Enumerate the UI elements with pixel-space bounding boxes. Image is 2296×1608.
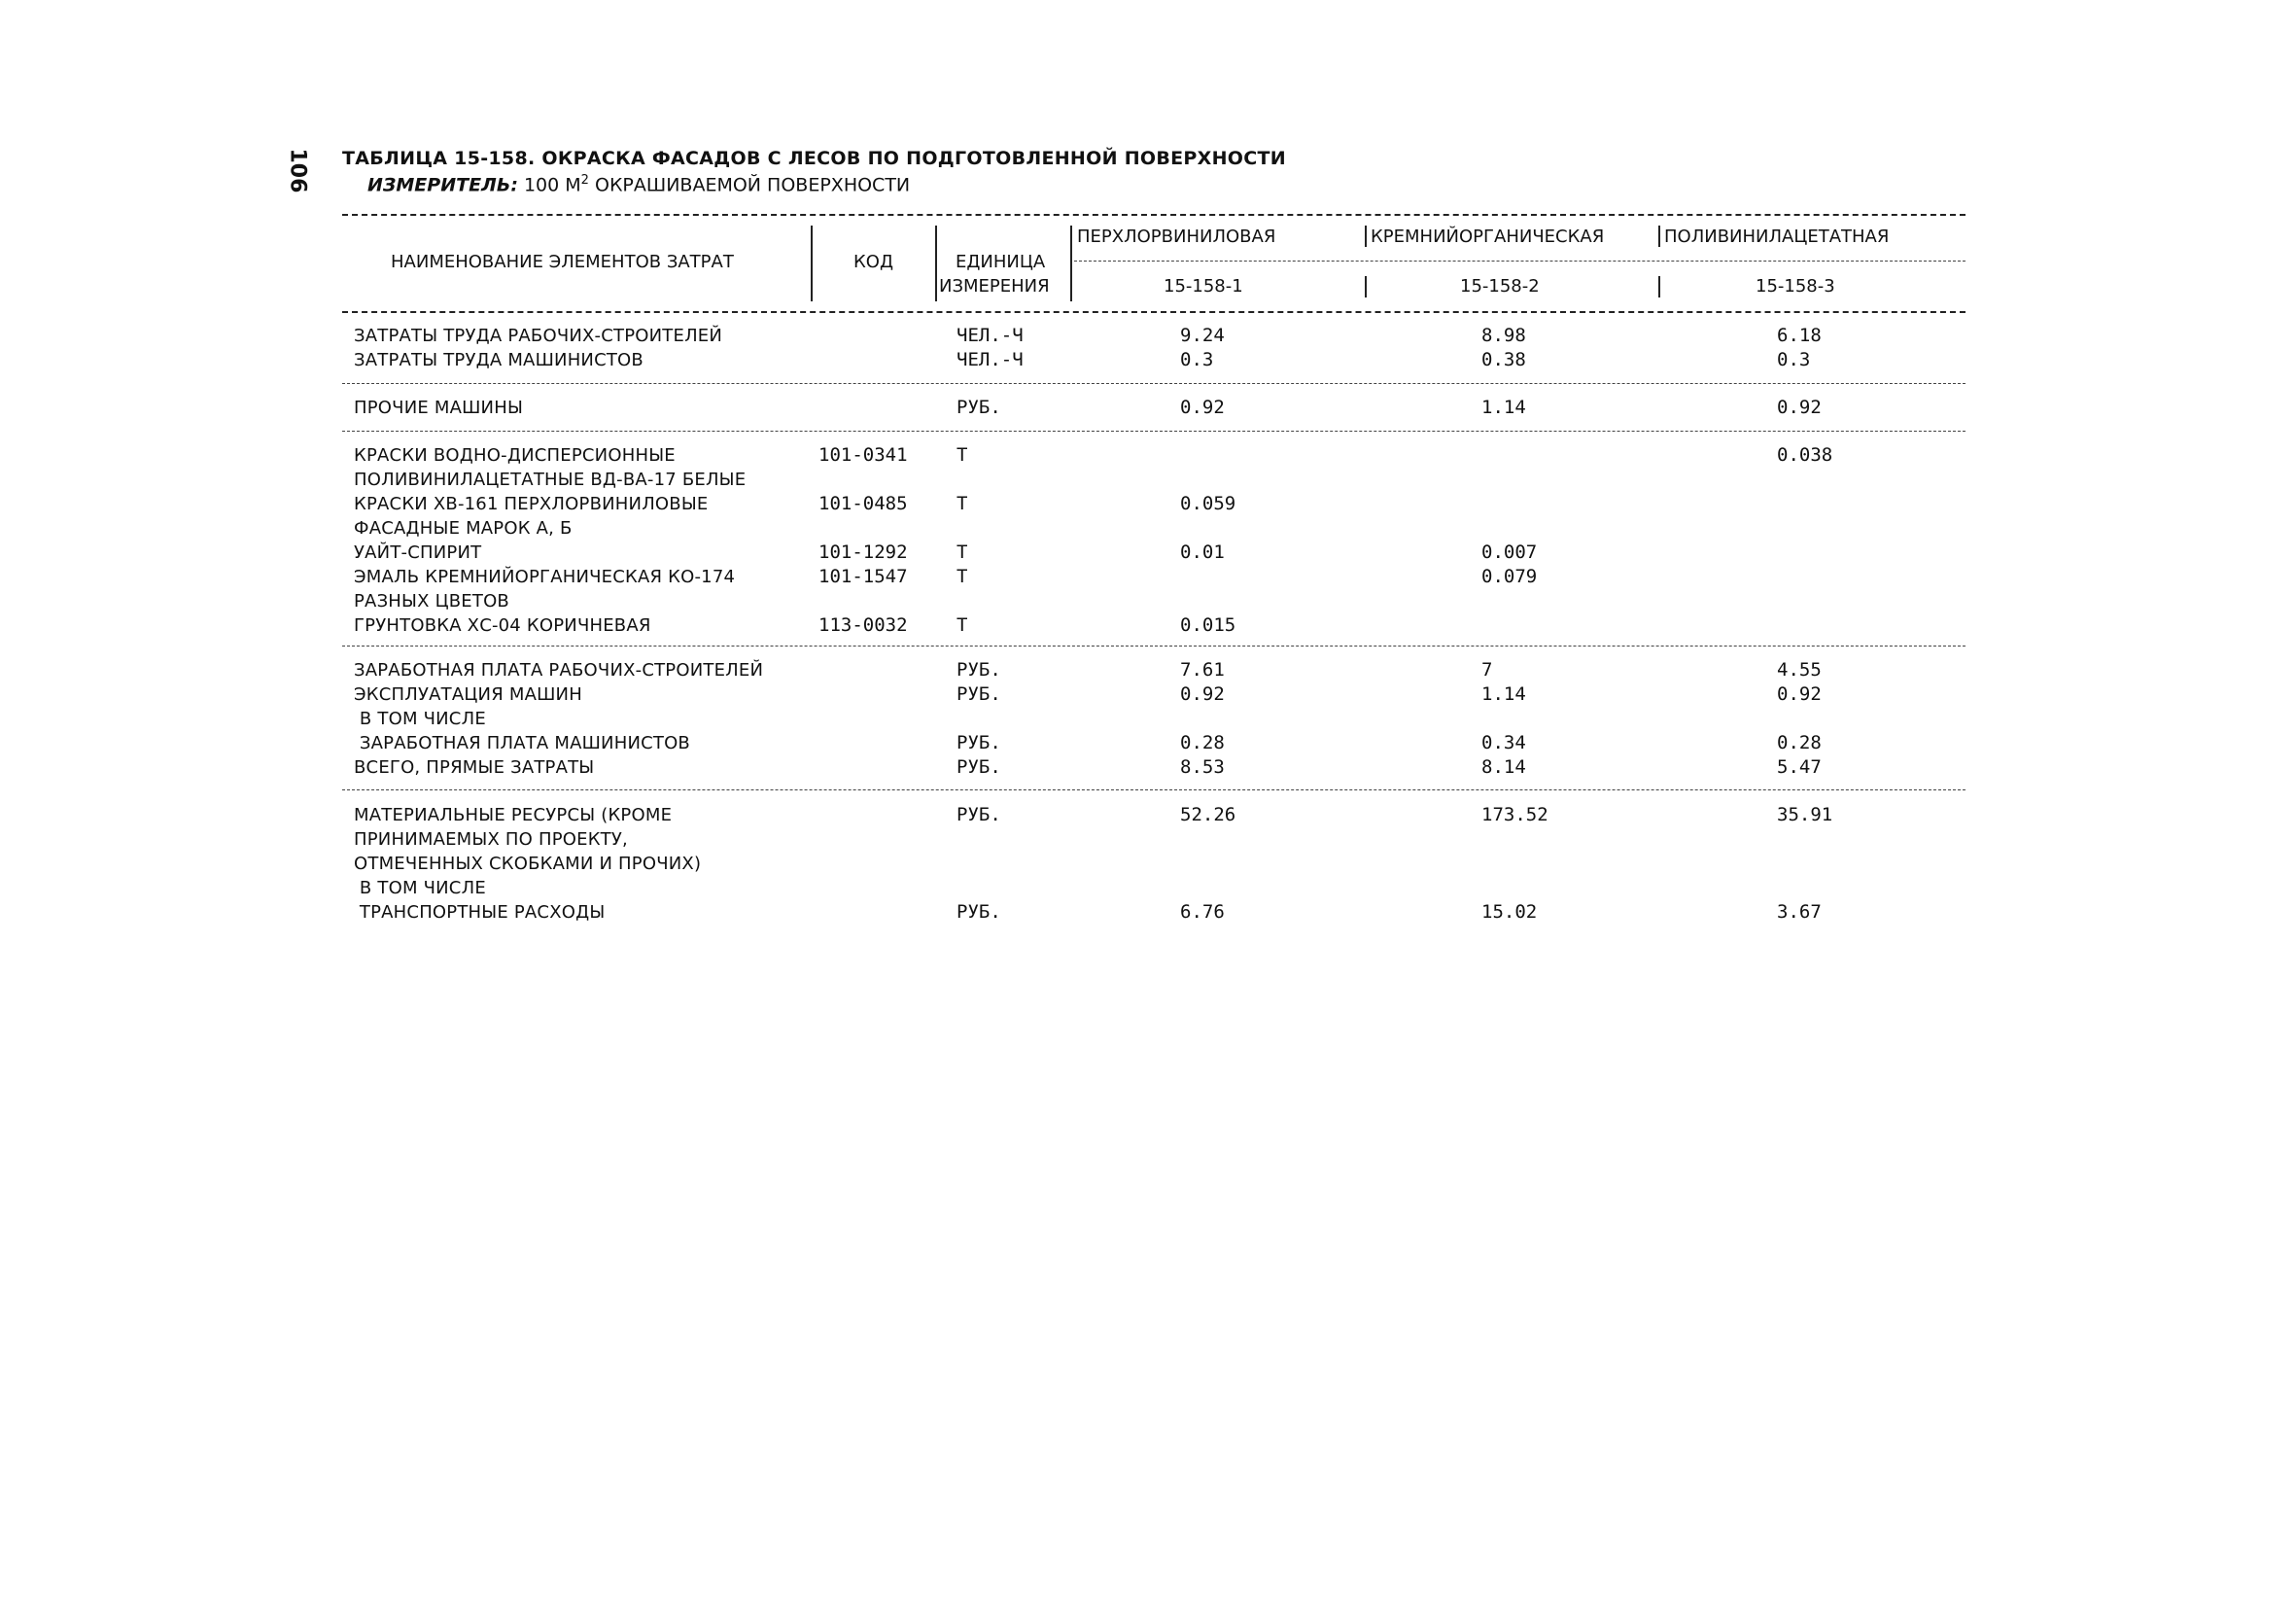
row-value-perchlorvinyl: 0.3 <box>1180 349 1214 370</box>
row-value-polyvinylacetate: 0.3 <box>1777 349 1811 370</box>
row-name: ФАСАДНЫЕ МАРОК А, Б <box>354 518 573 539</box>
row-value-polyvinylacetate: 4.55 <box>1777 659 1822 681</box>
row-unit: Т <box>957 493 968 514</box>
row-value-polyvinylacetate: 0.92 <box>1777 683 1822 705</box>
row-value-perchlorvinyl: 0.92 <box>1180 397 1225 418</box>
row-value-perchlorvinyl: 9.24 <box>1180 325 1225 346</box>
row-name: ГРУНТОВКА ХС-04 КОРИЧНЕВАЯ <box>354 615 651 636</box>
row-value-perchlorvinyl: 8.53 <box>1180 756 1225 778</box>
row-value-organosilicon: 0.34 <box>1481 732 1526 753</box>
header-unit-line2: ИЗМЕРЕНИЯ <box>939 276 1050 297</box>
header-bar <box>1658 226 1660 247</box>
row-unit: РУБ. <box>957 732 1001 753</box>
header-bar <box>935 226 937 301</box>
header-code-col: КОД <box>853 252 894 272</box>
row-value-organosilicon: 1.14 <box>1481 397 1526 418</box>
row-value-organosilicon: 7 <box>1481 659 1493 681</box>
row-unit: ЧЕЛ.-Ч <box>957 349 1024 370</box>
row-name: ПРОЧИЕ МАШИНЫ <box>354 398 524 418</box>
row-value-perchlorvinyl: 6.76 <box>1180 901 1225 923</box>
row-value-polyvinylacetate: 35.91 <box>1777 804 1833 825</box>
header-group-1: ПЕРХЛОРВИНИЛОВАЯ <box>1077 227 1276 247</box>
row-name: УАЙТ-СПИРИТ <box>354 542 482 563</box>
row-value-perchlorvinyl: 0.28 <box>1180 732 1225 753</box>
row-value-organosilicon: 8.14 <box>1481 756 1526 778</box>
row-code: 101-0341 <box>818 444 908 466</box>
header-bar <box>1658 276 1660 297</box>
row-name: ЭМАЛЬ КРЕМНИЙОРГАНИЧЕСКАЯ КО-174 <box>354 567 736 587</box>
rule-header-bottom <box>342 311 1966 313</box>
header-group-3: ПОЛИВИНИЛАЦЕТАТНАЯ <box>1664 227 1890 247</box>
row-code: 101-0485 <box>818 493 908 514</box>
row-name: В ТОМ ЧИСЛЕ <box>354 709 486 729</box>
row-value-organosilicon: 0.007 <box>1481 542 1538 563</box>
row-name: РАЗНЫХ ЦВЕТОВ <box>354 591 509 612</box>
row-name: ЗАРАБОТНАЯ ПЛАТА РАБОЧИХ-СТРОИТЕЛЕЙ <box>354 660 764 681</box>
header-code-3: 15-158-3 <box>1756 276 1835 297</box>
row-unit: Т <box>957 566 968 587</box>
header-bar <box>811 226 813 301</box>
row-name: МАТЕРИАЛЬНЫЕ РЕСУРСЫ (КРОМЕ <box>354 805 673 825</box>
page-number: 106 <box>285 148 310 193</box>
row-name: КРАСКИ ВОДНО-ДИСПЕРСИОННЫЕ <box>354 445 676 466</box>
row-unit: РУБ. <box>957 659 1001 681</box>
measure-sup: 2 <box>580 173 589 188</box>
row-name: В ТОМ ЧИСЛЕ <box>354 878 486 898</box>
rule-group-split <box>1074 261 1966 262</box>
rule-section-2 <box>342 431 1966 432</box>
row-name: ЭКСПЛУАТАЦИЯ МАШИН <box>354 684 582 705</box>
rule-section-3 <box>342 646 1966 647</box>
measure-value-post: ОКРАШИВАЕМОЙ ПОВЕРХНОСТИ <box>588 174 911 196</box>
row-unit: ЧЕЛ.-Ч <box>957 325 1024 346</box>
row-unit: РУБ. <box>957 397 1001 418</box>
row-name: ОТМЕЧЕННЫХ СКОБКАМИ И ПРОЧИХ) <box>354 854 702 874</box>
row-value-perchlorvinyl: 7.61 <box>1180 659 1225 681</box>
row-unit: РУБ. <box>957 756 1001 778</box>
row-unit: РУБ. <box>957 804 1001 825</box>
rule-top <box>342 214 1966 216</box>
header-code-2: 15-158-2 <box>1460 276 1540 297</box>
measure-label: ИЗМЕРИТЕЛЬ: <box>367 174 518 196</box>
row-value-perchlorvinyl: 0.01 <box>1180 542 1225 563</box>
row-name: ПРИНИМАЕМЫХ ПО ПРОЕКТУ, <box>354 829 628 850</box>
header-bar <box>1365 226 1367 247</box>
row-name: ЗАТРАТЫ ТРУДА РАБОЧИХ-СТРОИТЕЛЕЙ <box>354 326 723 346</box>
row-code: 101-1547 <box>818 566 908 587</box>
row-value-polyvinylacetate: 6.18 <box>1777 325 1822 346</box>
row-name: КРАСКИ ХВ-161 ПЕРХЛОРВИНИЛОВЫЕ <box>354 494 709 514</box>
row-unit: РУБ. <box>957 683 1001 705</box>
header-name-col: НАИМЕНОВАНИЕ ЭЛЕМЕНТОВ ЗАТРАТ <box>391 252 734 272</box>
row-unit: Т <box>957 444 968 466</box>
row-value-polyvinylacetate: 0.28 <box>1777 732 1822 753</box>
header-bar <box>1365 276 1367 297</box>
header-bar <box>1070 226 1072 301</box>
row-value-organosilicon: 0.38 <box>1481 349 1526 370</box>
header-unit-line1: ЕДИНИЦА <box>956 252 1046 272</box>
row-value-polyvinylacetate: 3.67 <box>1777 901 1822 923</box>
row-value-polyvinylacetate: 0.038 <box>1777 444 1833 466</box>
row-value-organosilicon: 173.52 <box>1481 804 1548 825</box>
rule-section-4 <box>342 789 1966 790</box>
table-title: ТАБЛИЦА 15-158. ОКРАСКА ФАСАДОВ С ЛЕСОВ ПО ПОДГОТОВЛЕННОЙ ПОВЕРХНОСТИ <box>342 148 1286 169</box>
row-value-polyvinylacetate: 0.92 <box>1777 397 1822 418</box>
row-value-perchlorvinyl: 0.059 <box>1180 493 1236 514</box>
row-value-perchlorvinyl: 52.26 <box>1180 804 1236 825</box>
row-unit: Т <box>957 542 968 563</box>
row-value-perchlorvinyl: 0.92 <box>1180 683 1225 705</box>
row-unit: Т <box>957 614 968 636</box>
row-value-organosilicon: 0.079 <box>1481 566 1538 587</box>
row-name: ВСЕГО, ПРЯМЫЕ ЗАТРАТЫ <box>354 757 595 778</box>
row-value-organosilicon: 8.98 <box>1481 325 1526 346</box>
row-code: 101-1292 <box>818 542 908 563</box>
row-unit: РУБ. <box>957 901 1001 923</box>
row-value-perchlorvinyl: 0.015 <box>1180 614 1236 636</box>
row-name: ТРАНСПОРТНЫЕ РАСХОДЫ <box>354 902 606 923</box>
row-code: 113-0032 <box>818 614 908 636</box>
row-name: ПОЛИВИНИЛАЦЕТАТНЫЕ ВД-ВА-17 БЕЛЫЕ <box>354 470 747 490</box>
measure-value-pre: 100 М <box>523 174 581 196</box>
row-value-polyvinylacetate: 5.47 <box>1777 756 1822 778</box>
row-value-organosilicon: 1.14 <box>1481 683 1526 705</box>
row-value-organosilicon: 15.02 <box>1481 901 1538 923</box>
rule-section-1 <box>342 383 1966 384</box>
header-code-1: 15-158-1 <box>1164 276 1243 297</box>
row-name: ЗАТРАТЫ ТРУДА МАШИНИСТОВ <box>354 350 644 370</box>
header-group-2: КРЕМНИЙОРГАНИЧЕСКАЯ <box>1371 227 1605 247</box>
row-name: ЗАРАБОТНАЯ ПЛАТА МАШИНИСТОВ <box>354 733 690 753</box>
measure-line <box>367 173 910 195</box>
